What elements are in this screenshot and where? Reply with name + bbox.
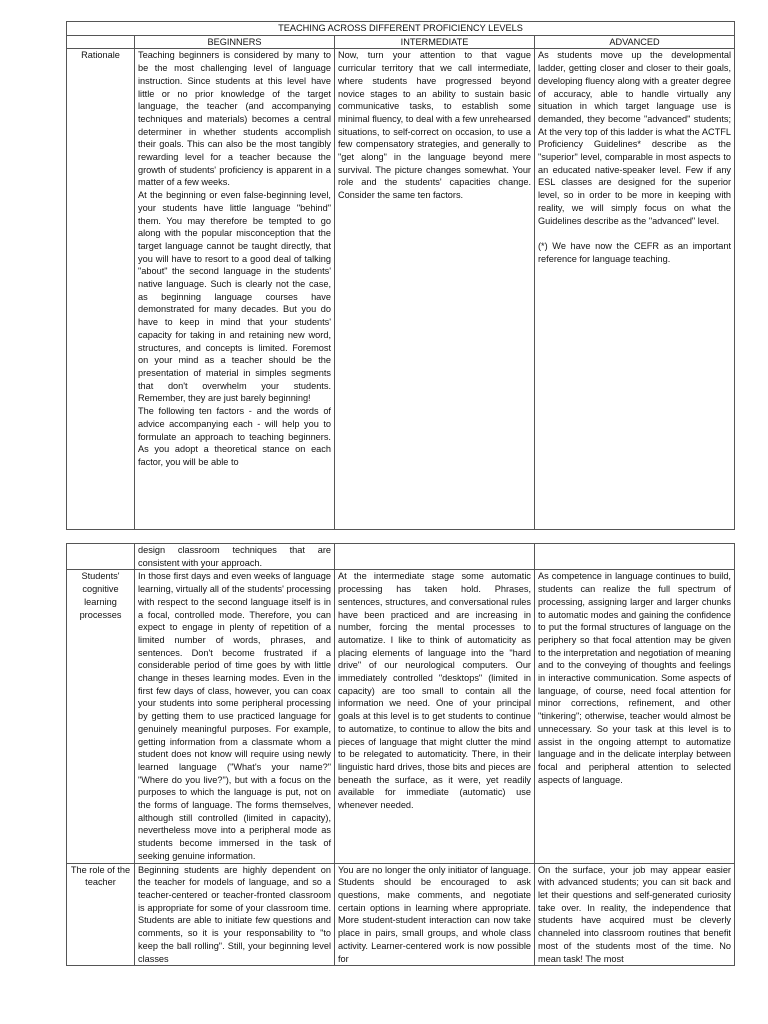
rationale-beginners-p2: At the beginning or even false-beginning level, your students have little language "behind" them. You may therefore be tempted to go along with the popular misconception that the target language cannot be taught directly, that you will have to resort to a good deal of talking "about" the second language in the students' native language. Such is clearly not the case, as beginning language courses have demonstrated for many decades. But you do have to keep in mind that your students' capacity for taking in and retaining new word, structures, and concepts is limited. Foremost on your mind as a teacher should be the presentation of material in simples segments that don't overwhelm your students. Remember, they are just barely beginning! xyxy=(138,190,331,404)
continuation-intermediate-cell xyxy=(335,544,535,570)
rationale-beginners-p1: Teaching beginners is considered by many to be the most challenging level of language instruction. Since students at this level have little or no prior knowledge of the target language, the teacher (and accompanying techniques and materials) becomes a central determiner in whether students accomplish their goals. This can also be the most tangibly rewarding level for a teacher because the growth of students' proficiency is apparent in a matter of a few weeks. xyxy=(138,50,331,188)
row-label-cognitive: Students' cognitive learning processes xyxy=(67,570,135,863)
column-header-row xyxy=(67,35,735,49)
corner-cell xyxy=(67,35,135,49)
proficiency-table-page-1 xyxy=(66,21,735,530)
row-label-rationale: Rationale xyxy=(67,49,135,530)
row-label-role: The role of the teacher xyxy=(67,863,135,966)
rationale-beginners-p3: The following ten factors - and the words of advice accompanying each - will help you to formulate an approach to teaching beginners. As you adopt a theoretical stance on each factor, you will be able to xyxy=(138,406,331,467)
table-title-row xyxy=(67,22,735,36)
header-beginners: BEGINNERS xyxy=(135,35,335,49)
table-row xyxy=(67,49,735,530)
table-row xyxy=(67,863,735,966)
rationale-advanced-note: (*) We have now the CEFR as an important reference for language teaching. xyxy=(538,240,732,264)
continuation-advanced-cell xyxy=(535,544,735,570)
cognitive-advanced-cell: As competence in language continues to build, students can realize the full spectrum of processing, assigning larger and larger chunks to automatic modes and gaining the confidence to put the formal structures of language on the periphery so that focal attention may be given to the interpretation and negotiation of meaning and to the conveying of thoughts and feelings in interactive communication. Some aspects of language, of course, need focal attention for minor corrections, refinement, and other "tinkering"; otherwise, teacher would almost be unnecessary. So your task at this level is to assist in the ongoing attempt to automatize language and in the delicate interplay between focal and peripheral attention to selected aspects of language. xyxy=(535,570,735,863)
rationale-intermediate-text: Now, turn your attention to that vague curricular territory that we call intermediate, where students have progressed beyond novice stages to an ability to sustain basic communicative tasks, to establish some minimal fluency, to deal with a few unrehearsed situations, to self-correct on occasion, to use a few compensatory strategies, and generally to "get along" in the language beyond mere survival. The picture changes somewhat. Your role and the students' capacities change. Consider the same ten factors. xyxy=(338,50,531,201)
rationale-beginners-cell xyxy=(135,49,335,530)
cognitive-intermediate-cell: At the intermediate stage some automatic processing has taken hold. Phrases, sentences, structures, and conversational rules have been practiced and are increasing in number, forcing the mental processes to automatize. I like to think of automaticity as placing elements of language into the "hard drive" of our neurological computers. Our immediately controlled "desktops" (limited in capacity) are too small to contain all the information we need. One of your principal goals at this level is to get students to continue to automatize, to continue to allow the bits and pieces of language that might clutter the mind to be relegated to automaticity. There, in their linguistic hard drives, those bits and pieces are beneath the surface, as it were, yet readily available for immediate (automatic) use whenever needed. xyxy=(335,570,535,863)
proficiency-table-page-2 xyxy=(66,543,735,966)
rationale-intermediate-cell xyxy=(335,49,535,530)
rationale-advanced-cell xyxy=(535,49,735,530)
role-intermediate-cell: You are no longer the only initiator of language. Students should be encouraged to ask questions, make comments, and negotiate certain options in learning where appropriate. More student-student interaction can now take place in pairs, small groups, and whole class activity. Learner-centered work is now possible for xyxy=(335,863,535,966)
table-row xyxy=(67,544,735,570)
role-advanced-cell: On the surface, your job may appear easier with advanced students; you can sit back and let their questions and self-generated curiosity take over. In reality, the independence that students have acquired must be cleverly channeled into classroom routines that benefit most of the students most of the time. No mean task! The most xyxy=(535,863,735,966)
table-title: TEACHING ACROSS DIFFERENT PROFICIENCY LEVELS xyxy=(67,22,735,36)
continuation-label-cell xyxy=(67,544,135,570)
continuation-beginners-cell: design classroom techniques that are consistent with your approach. xyxy=(135,544,335,570)
header-advanced: ADVANCED xyxy=(535,35,735,49)
table-row xyxy=(67,570,735,863)
rationale-advanced-p1: As students move up the developmental ladder, getting closer and closer to their goals, developing fluency along with a greater degree of accuracy, able to handle virtually any situation in which target language use is demanded, they become "advanced" students; At the very top of this ladder is what the ACTFL Proficiency Guidelines* describe as the "superior" level, comparable in most aspects to an educated native-speaker level. Few if any ESL classes are designed for the superior level, so in order to be more in keeping with reality, we will simply focus on what the Guidelines describe as the "advanced" level. xyxy=(538,50,732,226)
header-intermediate: INTERMEDIATE xyxy=(335,35,535,49)
cognitive-beginners-cell: In those first days and even weeks of language learning, virtually all of the students' processing with respect to the second language itself is in a focal, controlled mode. Therefore, you can expect to engage in plenty of repetition of a limited number of words, phrases, and sentences. Don't become frustrated if a considerable period of time goes by with little change in theses learning modes. Even in the first few days of class, however, you can coax your students into some peripheral processing by getting them to use practiced language for genuinely meaningful purposes. For example, getting information from a classmate whom a student does not know will require using newly learned language ("What's your name?" "Where do you live?"), but with a focus on the purposes to which the language is put, not on the forms of language. The forms themselves, although still controlled (limited in capacity), nevertheless move into a peripheral mode as students become immersed in the task of seeking genuine information. xyxy=(135,570,335,863)
role-beginners-cell: Beginning students are highly dependent on the teacher for models of language, and so a teacher-centered or teacher-fronted classroom is appropriate for some of your classroom time. Students are able to initiate few questions and comments, so it is your responsability to "to keep the ball rolling". Still, your beginning level classes xyxy=(135,863,335,966)
